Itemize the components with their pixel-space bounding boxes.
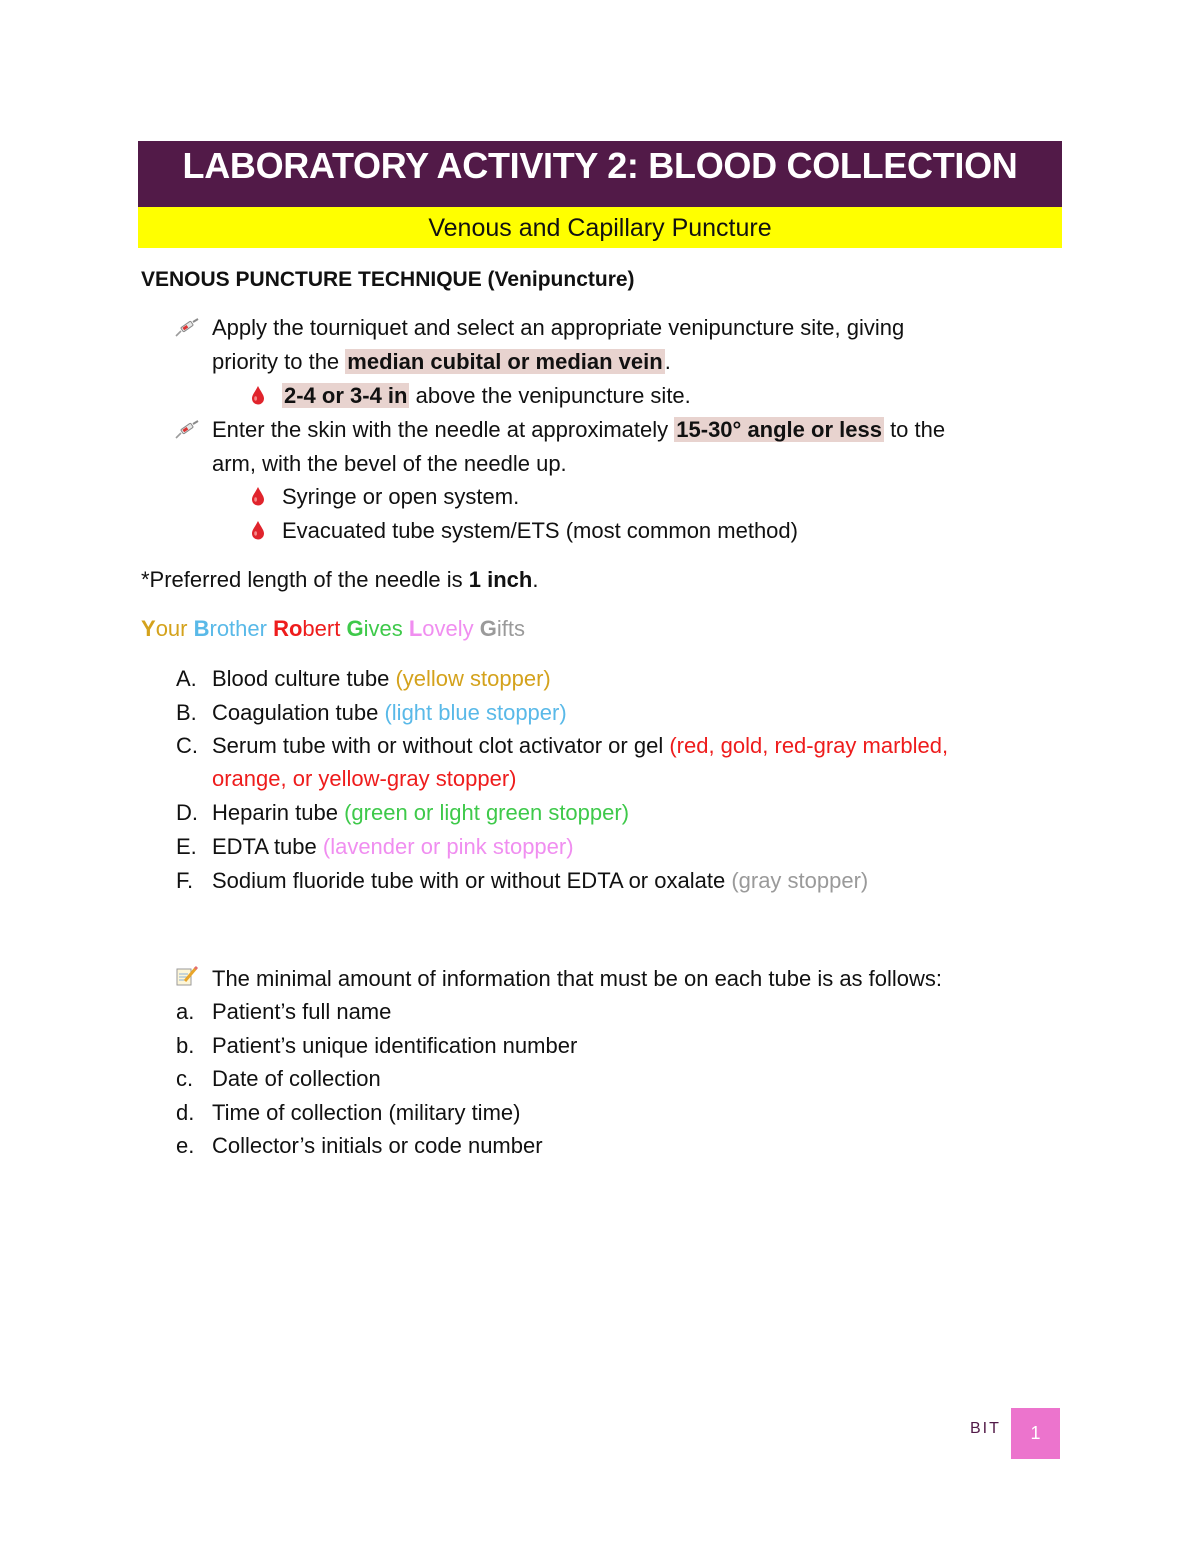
tube-stopper-cont: orange, or yellow-gray stopper)	[212, 766, 517, 791]
mnemonic-letter: G	[479, 616, 497, 641]
tube-name: Blood culture tube	[212, 666, 396, 691]
step-1-sub-text: above the venipuncture site.	[409, 383, 691, 408]
list-item	[212, 864, 868, 898]
step-1-sub-1	[282, 379, 691, 413]
labeling-intro	[212, 962, 942, 996]
step-1-line-2	[212, 345, 671, 379]
mnemonic-letter: L	[408, 616, 423, 641]
list-item	[212, 696, 567, 730]
mnemonic-word: rother	[209, 616, 274, 641]
step-1-text: Apply the tourniquet and select an appropriate venipuncture site, giving	[212, 315, 905, 340]
mnemonic-word: our	[155, 616, 194, 641]
step-2-text: Enter the skin with the needle at approximately	[212, 417, 675, 442]
list-item: Date of collection	[212, 1066, 381, 1091]
list-item	[212, 796, 629, 830]
list-item: Patient’s unique identification number	[212, 1033, 578, 1058]
list-item: Time of collection (military time)	[212, 1100, 521, 1125]
tube-stopper: (red, gold, red-gray marbled,	[669, 733, 949, 758]
tube-stopper: (yellow stopper)	[395, 666, 551, 691]
step-1-highlight: median cubital or median vein	[347, 349, 663, 374]
list-item	[212, 830, 574, 864]
needle-note-text: *Preferred length of the needle is	[141, 567, 469, 592]
tube-stopper: (lavender or pink stopper)	[322, 834, 574, 859]
tube-stopper: (light blue stopper)	[384, 700, 567, 725]
needle-note-bold: 1 inch	[468, 567, 533, 592]
step-2-sub-2-text: Evacuated tube system/ETS (most common method)	[282, 518, 798, 543]
page-number: 1	[1011, 1408, 1060, 1459]
tube-stopper: (green or light green stopper)	[344, 800, 630, 825]
needle-note-period: .	[532, 567, 539, 592]
list-marker: E.	[176, 834, 197, 859]
step-2-text-post: to the	[883, 417, 946, 442]
step-2-highlight: 15-30° angle or less	[676, 417, 882, 442]
list-marker: b.	[176, 1033, 195, 1058]
mnemonic-letter: B	[193, 616, 210, 641]
list-item	[212, 729, 948, 763]
step-2-line-1	[212, 413, 945, 447]
step-2-sub-1-text: Syringe or open system.	[282, 484, 520, 509]
list-marker: a.	[176, 999, 195, 1024]
list-item-cont	[212, 762, 516, 796]
needle-length-note	[141, 563, 538, 597]
list-marker: A.	[176, 666, 197, 691]
mnemonic-word: ovely	[422, 616, 480, 641]
tube-name: Heparin tube	[212, 800, 345, 825]
list-item: Patient’s full name	[212, 999, 392, 1024]
list-marker: d.	[176, 1100, 195, 1125]
step-2-sub-1	[282, 480, 519, 514]
list-marker: e.	[176, 1133, 195, 1158]
mnemonic-letter: Ro	[273, 616, 303, 641]
tube-stopper: (gray stopper)	[731, 868, 869, 893]
mnemonic-word: ives	[363, 616, 409, 641]
syringe-icon	[174, 420, 200, 440]
list-marker: c.	[176, 1066, 194, 1091]
list-marker: D.	[176, 800, 198, 825]
step-1-period: .	[664, 349, 671, 374]
list-marker: B.	[176, 700, 197, 725]
tube-name: EDTA tube	[212, 834, 323, 859]
blood-drop-icon	[251, 385, 265, 405]
list-marker: F.	[176, 868, 194, 893]
mnemonic	[141, 612, 525, 646]
mnemonic-word: ifts	[496, 616, 526, 641]
mnemonic-letter: G	[346, 616, 364, 641]
tube-name: Serum tube with or without clot activator or gel	[212, 733, 670, 758]
blood-drop-icon	[251, 486, 265, 506]
blood-drop-icon	[251, 520, 265, 540]
step-1-sub-highlight: 2-4 or 3-4 in	[284, 383, 408, 408]
step-2-sub-2	[282, 514, 798, 548]
step-1-line-1	[212, 311, 904, 345]
list-item	[212, 662, 551, 696]
section-heading: VENOUS PUNCTURE TECHNIQUE (Venipuncture)	[141, 268, 635, 291]
mnemonic-word: bert	[302, 616, 347, 641]
syringe-icon	[174, 318, 200, 338]
step-2-text-cont: arm, with the bevel of the needle up.	[212, 451, 567, 476]
labeling-intro-text: The minimal amount of information that must be on each tube is as follows:	[212, 966, 943, 991]
list-marker: C.	[176, 733, 198, 758]
step-2-line-2	[212, 447, 567, 481]
page-subtitle: Venous and Capillary Puncture	[138, 207, 1062, 248]
tube-name: Sodium fluoride tube with or without EDTA or oxalate	[212, 868, 732, 893]
memo-icon	[175, 965, 199, 987]
mnemonic-letter: Y	[141, 616, 156, 641]
step-1-text-cont: priority to the	[212, 349, 346, 374]
list-item: Collector’s initials or code number	[212, 1133, 543, 1158]
page-title: LABORATORY ACTIVITY 2: BLOOD COLLECTION	[138, 141, 1062, 207]
footer-label: BIT	[970, 1420, 1001, 1437]
tube-name: Coagulation tube	[212, 700, 385, 725]
